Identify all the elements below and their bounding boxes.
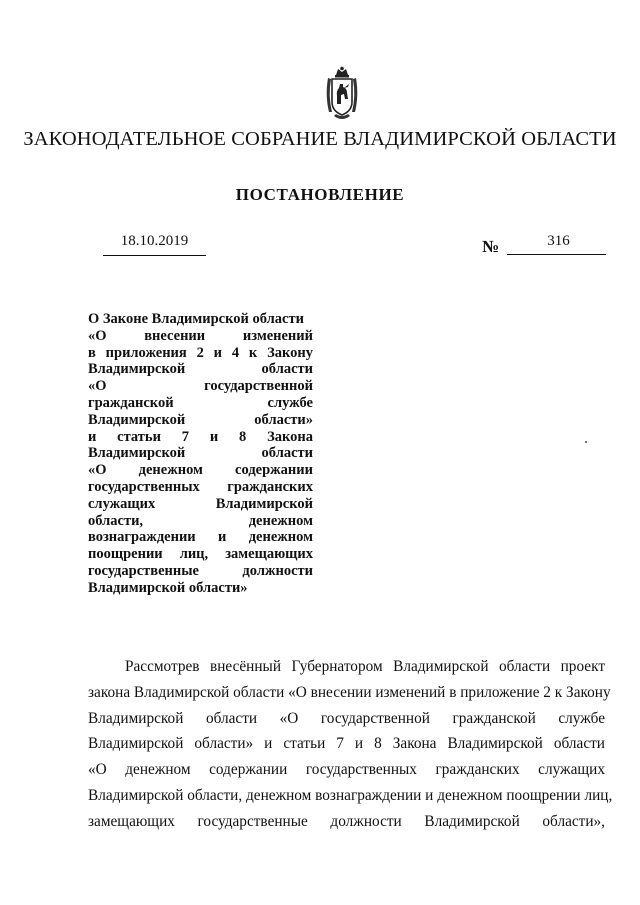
subject-block [88,311,313,597]
subject-line: «О денежном содержании [88,462,313,479]
subject-line: в приложения 2 и 4 к Закону [88,344,313,361]
subject-line: гражданской службе [88,394,313,411]
subject-line: государственных гражданских [88,478,313,495]
body-line: Владимирской области» и статьи 7 и 8 Закона Владимирской области [88,735,605,753]
subject-line: государственные должности [88,562,313,579]
subject-line: О Законе Владимирской области [88,311,304,327]
body-paragraph [88,654,613,835]
organization-title: ЗАКОНОДАТЕЛЬНОЕ СОБРАНИЕ ВЛАДИМИРСКОЙ ОБЛАСТИ [23,128,617,150]
subject-line: вознаграждении и денежном [88,529,313,546]
body-line: Рассмотрев внесённый Губернатором Владимирской области проект [125,658,605,675]
body-line: «О денежном содержании государственных гражданских служащих [88,761,605,779]
subject-line: служащих Владимирской [88,495,313,512]
subject-line: поощрении лиц, замещающих [88,546,313,563]
number-label: № [482,237,500,256]
subject-line: «О государственной [88,378,313,395]
subject-line: Владимирской области [88,445,313,462]
body-line: Владимирской области «О государственной гражданской службе [88,709,605,727]
document-number: 316 [507,233,606,255]
body-line: закона Владимирской области «О внесении изменений в приложение 2 к Закону [88,683,611,701]
document-type-heading: ПОСТАНОВЛЕНИЕ [235,185,405,204]
subject-line: «О внесении изменений [88,327,313,344]
subject-line: Владимирской области [88,361,313,378]
body-line: Владимирской области, денежном вознаграждении и денежном поощрении лиц, [88,786,613,804]
coat-of-arms-icon [322,66,362,122]
document-date: 18.10.2019 [103,233,206,256]
subject-line: и статьи 7 и 8 Закона [88,428,313,445]
body-line: замещающих государственные должности Владимирской области», [88,812,605,830]
subject-line: Владимирской области» [88,411,313,428]
scan-speck [585,441,587,443]
subject-line: Владимирской области» [88,579,248,596]
subject-line: области, денежном [88,512,313,529]
